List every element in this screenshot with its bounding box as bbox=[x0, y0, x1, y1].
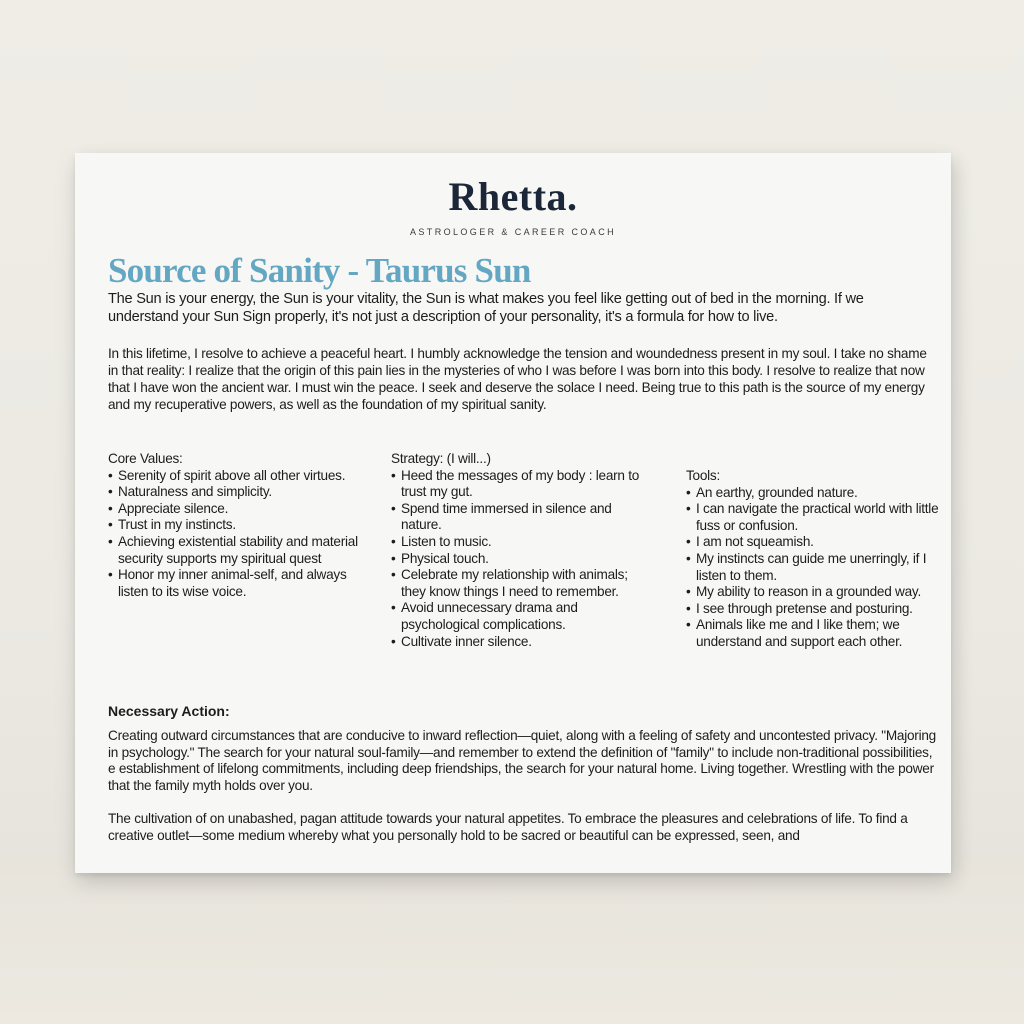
list-item: • Trust in my instincts. bbox=[108, 517, 373, 534]
page-title: Source of Sanity - Taurus Sun bbox=[108, 251, 531, 290]
list-item: • Honor my inner animal-self, and always listen to its wise voice. bbox=[108, 567, 373, 600]
list-item: • Cultivate inner silence. bbox=[391, 634, 641, 651]
list-item: • Animals like me and I like them; we understand and support each other. bbox=[686, 617, 941, 650]
tools-list bbox=[686, 485, 941, 651]
list-item: • I am not squeamish. bbox=[686, 534, 941, 551]
intro-paragraph: The Sun is your energy, the Sun is your vitality, the Sun is what makes you feel like getting out of bed in the morning. If we understand your Sun Sign properly, it's not just a description of your personality, it's a formula for how to live. bbox=[108, 291, 864, 325]
list-item: • Spend time immersed in silence and nature. bbox=[391, 501, 641, 534]
floor-surface bbox=[0, 855, 1024, 1024]
core-values-heading: Core Values: bbox=[108, 451, 183, 466]
list-item: • Heed the messages of my body : learn to trust my gut. bbox=[391, 468, 641, 501]
brand-logo: Rhetta. bbox=[448, 174, 578, 219]
list-item: • An earthy, grounded nature. bbox=[686, 485, 941, 502]
tools-section bbox=[686, 468, 941, 651]
core-values-list bbox=[108, 468, 373, 601]
list-item: • Avoid unnecessary drama and psychological complications. bbox=[391, 600, 641, 633]
brand-tagline: ASTROLOGER & CAREER COACH bbox=[409, 227, 617, 237]
tools-heading: Tools: bbox=[686, 468, 721, 483]
core-values-section bbox=[108, 451, 373, 600]
list-item: • Listen to music. bbox=[391, 534, 641, 551]
strategy-section bbox=[391, 451, 641, 650]
list-item: • Naturalness and simplicity. bbox=[108, 484, 373, 501]
strategy-list bbox=[391, 468, 641, 651]
list-item: • Physical touch. bbox=[391, 551, 641, 568]
resolve-paragraph: In this lifetime, I resolve to achieve a peaceful heart. I humbly acknowledge the tension and woundedness present in my soul. I take no shame in that reality: I realize that the origin of this pain lies in the mysteries of who I was before I was born into this body. I resolve to realize that now that I have won the ancient war. I must win the peace. I seek and deserve the solace I need. Being true to this path is the source of my energy and my recuperative powers, as well as the foundation of my spiritual sanity. bbox=[108, 346, 927, 412]
document-card bbox=[75, 153, 951, 873]
list-item: • My ability to reason in a grounded way. bbox=[686, 584, 941, 601]
list-item: • I see through pretense and posturing. bbox=[686, 601, 941, 618]
strategy-heading: Strategy: (I will...) bbox=[391, 451, 491, 466]
list-item: • Serenity of spirit above all other virtues. bbox=[108, 468, 373, 485]
necessary-action-heading: Necessary Action: bbox=[108, 703, 230, 719]
list-item: • Achieving existential stability and material security supports my spiritual quest bbox=[108, 534, 373, 567]
necessary-action-paragraph-1: Creating outward circumstances that are conducive to inward reflection—quiet, along with a feeling of safety and uncontested privacy. "Majoring in psychology." The search for your natural soul-family—and remember to extend the definition of "family" to include non-traditional possibilities, e establishment of lifelong commitments, including deep friendships, the search for your natural home. Living together. Wrestling with the power that the family myth holds over you. bbox=[108, 728, 936, 793]
necessary-action-paragraph-2: The cultivation of on unabashed, pagan attitude towards your natural appetites. To embrace the pleasures and celebrations of life. To find a creative outlet—some medium whereby what you personally hold to be sacred or beautiful can be expressed, seen, and bbox=[108, 811, 908, 843]
list-item: • My instincts can guide me unerringly, if I listen to them. bbox=[686, 551, 941, 584]
list-item: • I can navigate the practical world with little fuss or confusion. bbox=[686, 501, 941, 534]
list-item: • Celebrate my relationship with animals; they know things I need to remember. bbox=[391, 567, 641, 600]
list-item: • Appreciate silence. bbox=[108, 501, 373, 518]
